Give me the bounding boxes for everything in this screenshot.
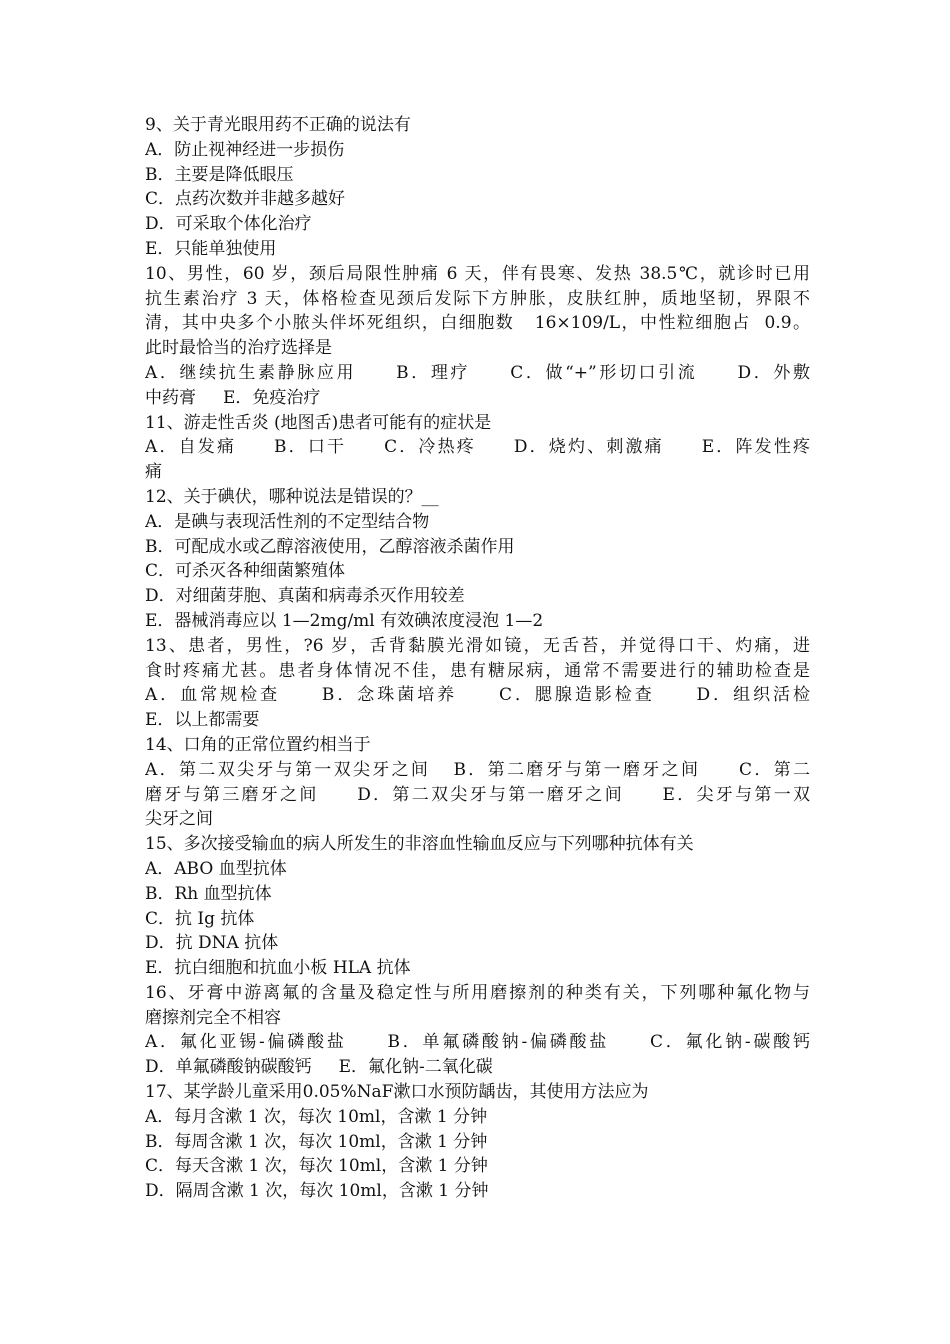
question-15-option-e: E．抗白细胞和抗血小板 HLA 抗体 — [145, 958, 411, 979]
question-10-stem-line-1: 10、男性，60 岁，颈后局限性肿痛 6 天，伴有畏寒、发热 38.5℃，就诊时已用 — [145, 263, 810, 284]
question-14-stem: 14、口角的正常位置约相当于 — [145, 734, 371, 755]
question-16-stem-line-2: 磨擦剂完全不相容 — [145, 1007, 281, 1028]
question-12-option-a: A．是碘与表现活性剂的不定型结合物 — [145, 511, 430, 532]
question-15-option-a: A．ABO 血型抗体 — [145, 858, 287, 879]
question-9-stem: 9、关于青光眼用药不正确的说法有 — [145, 115, 411, 135]
question-15-stem: 15、多次接受输血的病人所发生的非溶血性输血反应与下列哪种抗体有关 — [145, 834, 694, 855]
question-17-option-d: D．隔周含漱 1 次，每次 10ml，含漱 1 分钟 — [145, 1181, 489, 1202]
question-10-stem-line-4: 此时最恰当的治疗选择是 — [145, 338, 332, 359]
document-page — [145, 113, 810, 1204]
question-13-options-line-1: A．血常规检查 B．念珠菌培养 C．腮腺造影检查 D．组织活检 — [145, 685, 810, 706]
question-10-options-line-1: A．继续抗生素静脉应用 B．理疗 C．做“+”形切口引流 D．外敷 — [145, 362, 810, 383]
question-12-option-c: C．可杀灭各种细菌繁殖体 — [145, 561, 346, 582]
question-9-option-c: C．点药次数并非越多越好 — [145, 189, 346, 210]
question-15-option-d: D．抗 DNA 抗体 — [145, 933, 279, 954]
question-11-options-line-2: 痛 — [145, 462, 162, 483]
question-13-stem-line-1: 13、患者，男性，?6 岁，舌背黏膜光滑如镜，无舌苔，并觉得口干、灼痛，进 — [145, 635, 810, 656]
question-9-option-a: A．防止视神经进一步损伤 — [145, 139, 345, 160]
question-9-option-e: E．只能单独使用 — [145, 238, 277, 259]
question-14-options-line-3: 尖牙之间 — [145, 809, 213, 830]
question-11-stem: 11、游走性舌炎 (地图舌)患者可能有的症状是 — [145, 412, 492, 433]
question-15-option-b: B．Rh 血型抗体 — [145, 883, 272, 904]
question-13-stem-line-2: 食时疼痛尤甚。患者身体情况不佳，患有糖尿病，通常不需要进行的辅助检查是 — [145, 660, 810, 681]
question-13-options-line-2: E．以上都需要 — [145, 710, 260, 731]
question-16-options-line-1: A．氟化亚锡-偏磷酸盐 B．单氟磷酸钠-偏磷酸盐 C．氟化钠-碳酸钙 — [145, 1032, 810, 1053]
question-17-option-b: B．每周含漱 1 次，每次 10ml，含漱 1 分钟 — [145, 1131, 488, 1152]
question-17-option-a: A．每月含漱 1 次，每次 10ml，含漱 1 分钟 — [145, 1106, 488, 1127]
question-16-options-line-2: D．单氟磷酸钠碳酸钙 E．氟化钠-二氧化碳 — [145, 1057, 493, 1078]
question-17-stem: 17、某学龄儿童采用0.05%NaF漱口水预防龋齿，其使用方法应为 — [145, 1082, 649, 1103]
question-11-options-line-1: A．自发痛 B．口干 C．冷热疼 D．烧灼、刺激痛 E．阵发性疼 — [145, 437, 810, 458]
question-12-option-d: D．对细菌芽胞、真菌和病毒杀灭作用较差 — [145, 586, 465, 607]
question-12-option-b: B．可配成水或乙醇溶液使用，乙醇溶液杀菌作用 — [145, 536, 515, 557]
question-10-options-line-2: 中药膏 E．免疫治疗 — [145, 387, 321, 408]
question-10-stem-line-3: 清，其中央多个小脓头伴坏死组织，白细胞数 16×109/L，中性粒细胞占 0.9。 — [145, 313, 810, 334]
question-15-option-c: C．抗 Ig 抗体 — [145, 908, 255, 929]
question-16-stem-line-1: 16、牙膏中游离氟的含量及稳定性与所用磨擦剂的种类有关，下列哪种氟化物与 — [145, 982, 810, 1003]
question-12-stem: 12、关于碘伏，哪种说法是错误的？__ — [145, 486, 439, 507]
question-12-option-e: E．器械消毒应以 1—2mg/ml 有效碘浓度浸泡 1—2 — [145, 610, 544, 631]
question-14-options-line-1: A．第二双尖牙与第一双尖牙之间 B．第二磨牙与第一磨牙之间 C．第二 — [145, 759, 810, 780]
question-17-option-c: C．每天含漱 1 次，每次 10ml，含漱 1 分钟 — [145, 1156, 488, 1177]
question-9-option-d: D．可采取个体化治疗 — [145, 214, 312, 235]
question-14-options-line-2: 磨牙与第三磨牙之间 D．第二双尖牙与第一磨牙之间 E．尖牙与第一双 — [145, 784, 810, 805]
question-9-option-b: B．主要是降低眼压 — [145, 164, 294, 185]
question-10-stem-line-2: 抗生素治疗 3 天，体格检查见颈后发际下方肿胀，皮肤红肿，质地坚韧，界限不 — [145, 288, 810, 309]
